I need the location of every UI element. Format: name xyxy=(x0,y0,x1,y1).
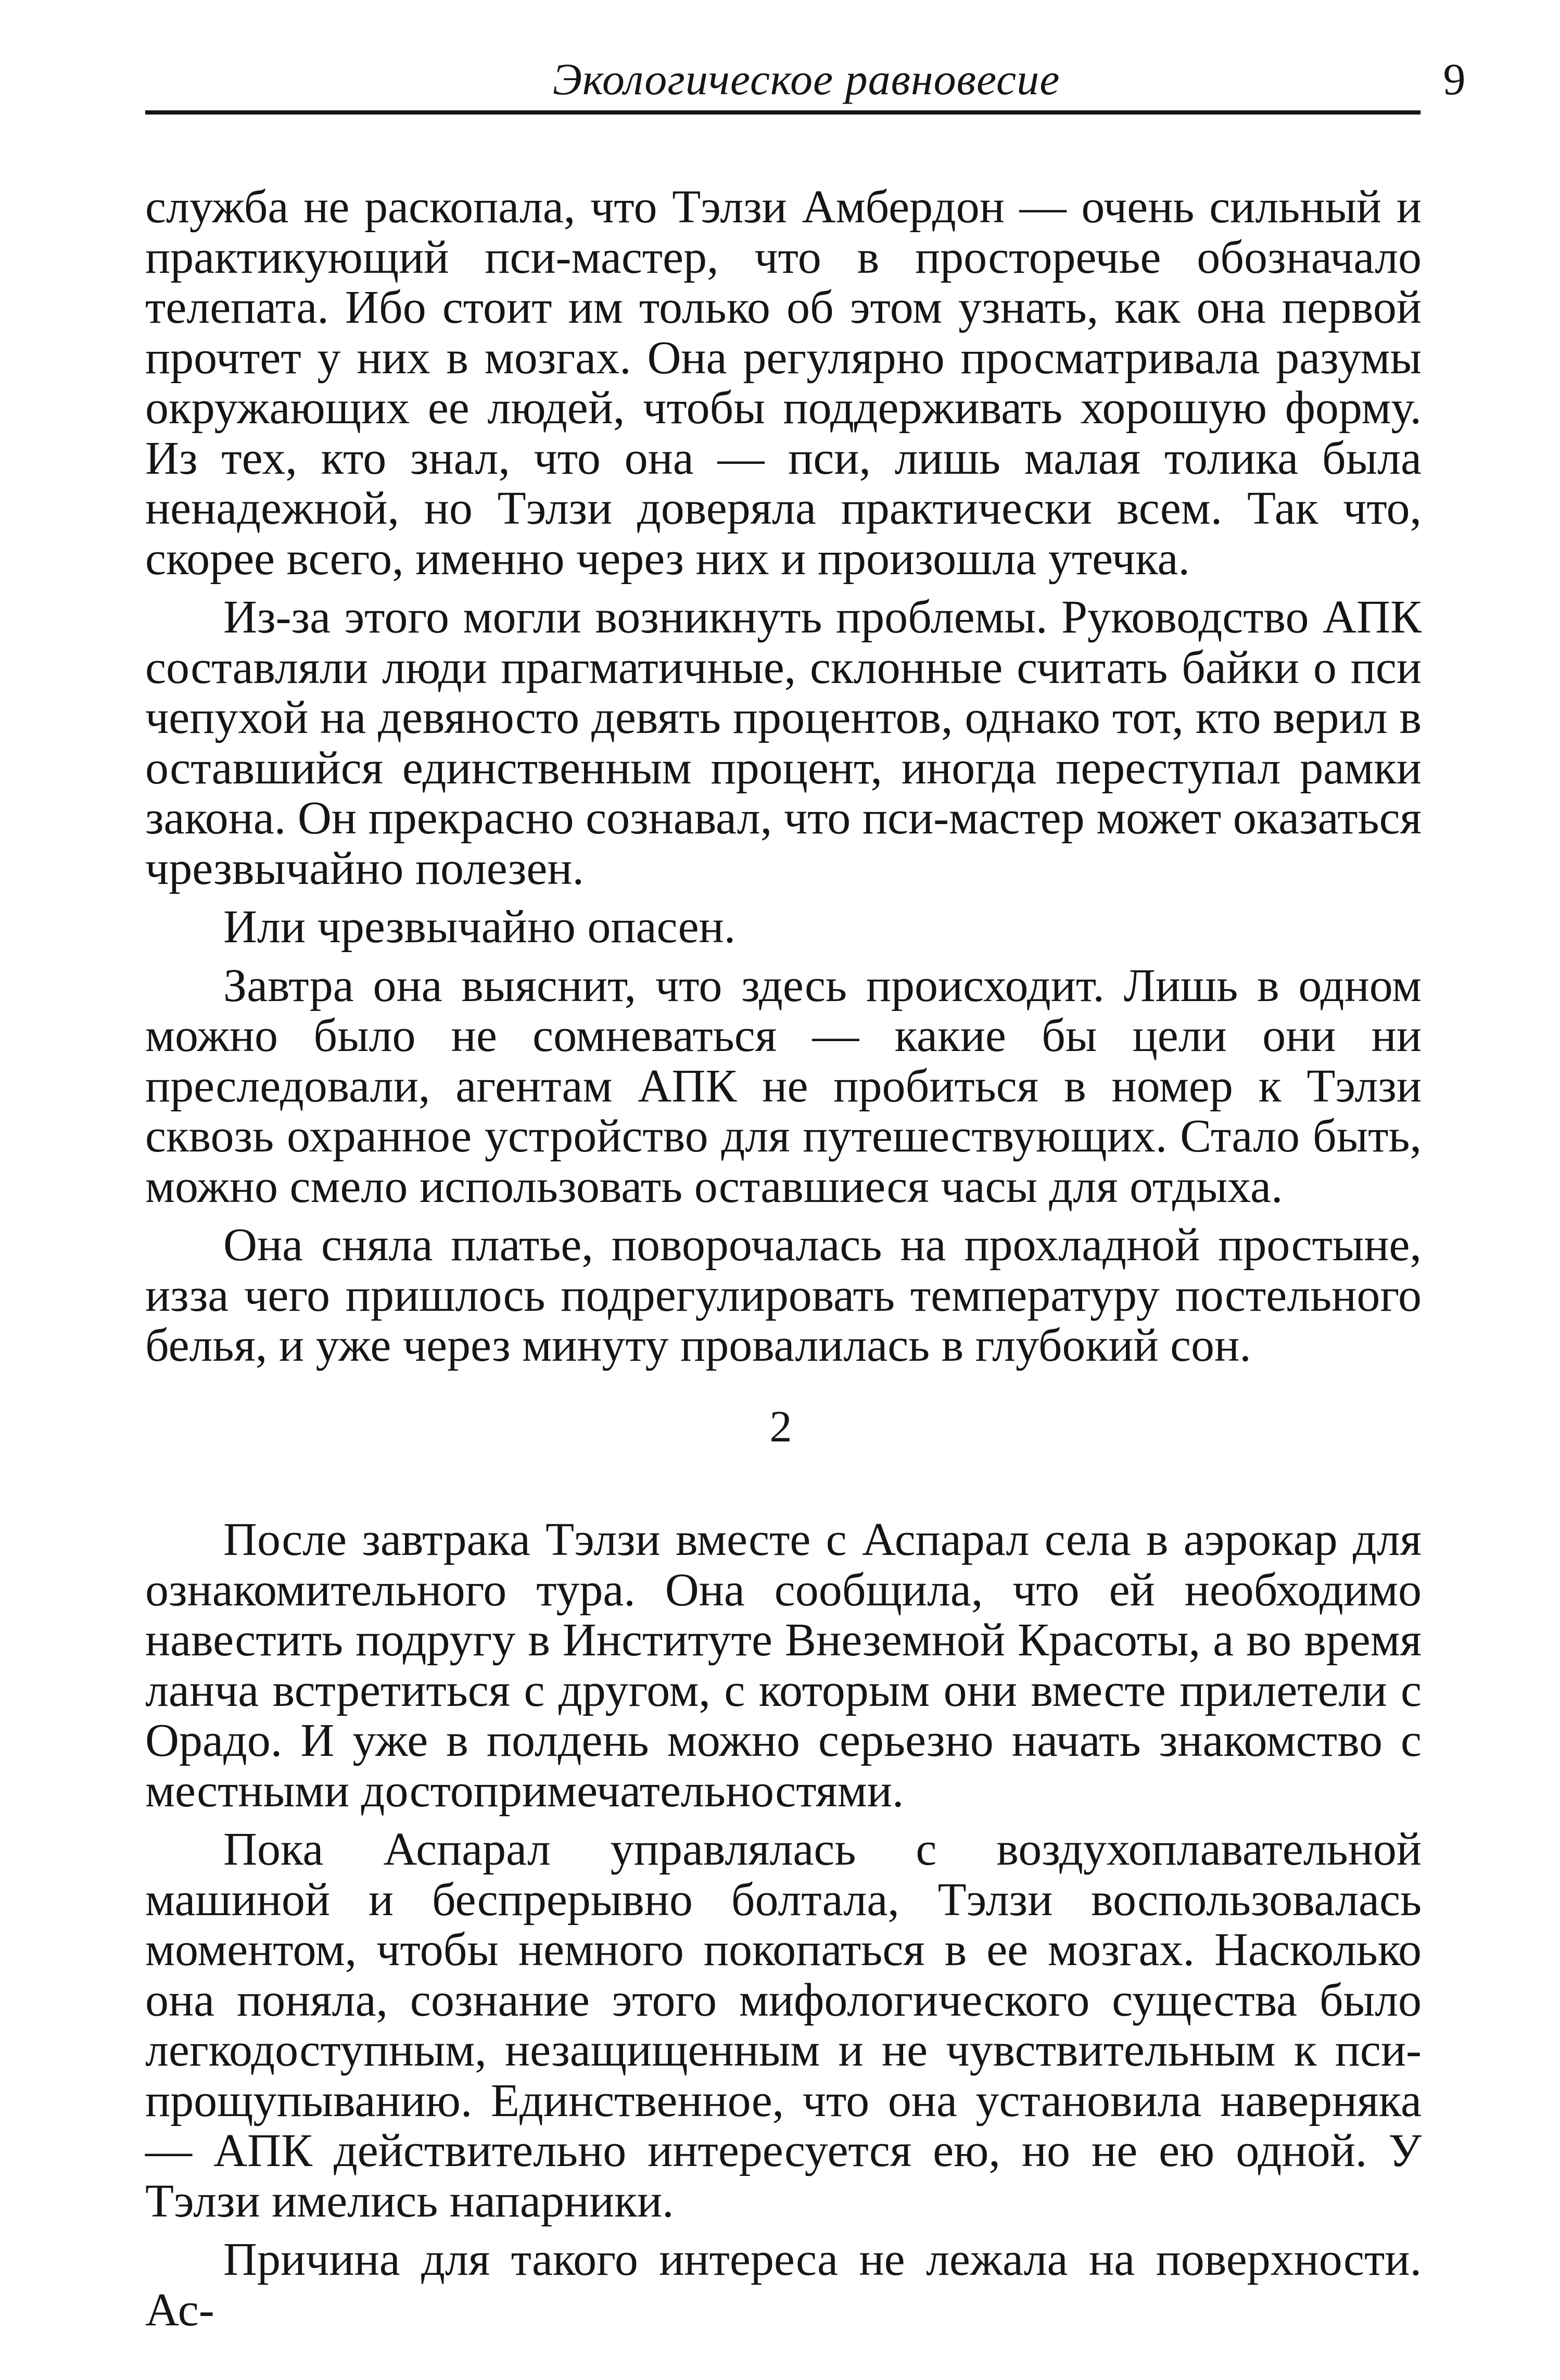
paragraph: Из-за этого могли возникнуть проблемы. Руководство АПК составляли люди прагматичные, склонные считать байки о пси чепухой на девяносто девять процентов, однако тот, кто верил в оставшийся единственным процент, иногда переступал рамки закона. Он прекрасно сознавал, что пси-мастер может оказаться чрезвычайно полезен. xyxy=(145,591,1422,894)
paragraph: Или чрезвычайно опасен. xyxy=(223,901,736,953)
body-text-after-chapter xyxy=(145,1515,1422,2344)
paragraph: Причина для такого интереса не лежала на поверхности. Ас- xyxy=(145,2234,1422,2336)
running-title: Экологическое равновесие xyxy=(552,54,1060,104)
paragraph-continuation: служба не раскопала, что Тэлзи Амбердон — очень сильный и практикующий пси-мастер, что в просторечье обозначало телепата. Ибо стоит им только об этом узнать, как она первой прочтет у них в мозгах. Она регулярно просматривала разумы окружающих ее людей, чтобы поддерживать хорошую форму. Из тех, кто знал, что она — пси, лишь малая толика была ненадежной, но Тэлзи доверяла практически всем. Так что, скорее всего, именно через них и произошла утечка. xyxy=(145,181,1422,585)
body-text-before-chapter xyxy=(145,182,1422,1379)
paragraph: Она сняла платье, поворочалась на прохладной простыне, изза чего пришлось подрегулировать температуру постельного белья, и уже через минуту провалилась в глубокий сон. xyxy=(145,1219,1422,1371)
running-header xyxy=(145,48,1466,115)
paragraph: Пока Аспарал управлялась с воздухоплавательной машиной и беспрерывно болтала, Тэлзи воспользовалась моментом, чтобы немного покопаться в ее мозгах. Насколько она поняла, сознание этого мифологического существа было легкодоступным, незащищенным и не чувствительным к пси-прощупыванию. Единственное, что она установила наверняка — АПК действительно интересуется ею, но не ею одной. У Тэлзи имелись напарники. xyxy=(145,1824,1422,2227)
page-number: 9 xyxy=(1443,54,1466,104)
paragraph: Завтра она выяснит, что здесь происходит. Лишь в одном можно было не сомневаться — какие бы цели они ни преследовали, агентам АПК не пробиться в номер к Тэлзи сквозь охранное устройство для путешествующих. Стало быть, можно смело использовать оставшиеся часы для отдыха. xyxy=(145,959,1422,1212)
paragraph: После завтрака Тэлзи вместе с Аспарал села в аэрокар для ознакомительного тура. Она сообщила, что ей необходимо навестить подругу в Институте Внеземной Красоты, а во время ланча встретиться с другом, с которым они вместе прилетели с Орадо. И уже в полдень можно серьезно начать знакомство с местными достопримечательностями. xyxy=(145,1514,1422,1817)
chapter-number: 2 xyxy=(769,1401,792,1451)
